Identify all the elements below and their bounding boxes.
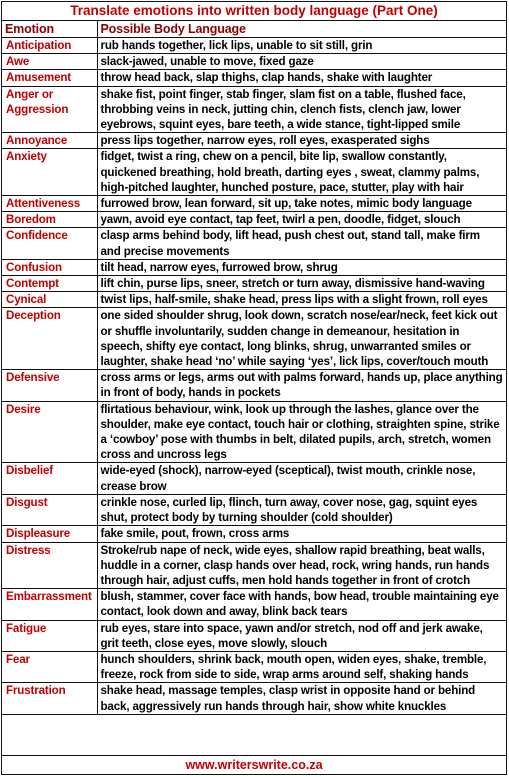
table-row (2, 212, 506, 228)
table-row (2, 526, 506, 542)
emotion-cell: Confidence (2, 228, 97, 259)
emotion-cell: Anxiety (2, 149, 97, 196)
emotion-cell: Disbelief (2, 463, 97, 494)
table-row (2, 308, 506, 370)
emotion-cell: Amusement (2, 70, 97, 86)
table-row (2, 589, 506, 620)
table-row (2, 463, 506, 494)
emotion-cell: Cynical (2, 292, 97, 308)
body-language-cell: cross arms or legs, arms out with palms forward, hands up, place anything in front of body, hands in pockets (97, 370, 506, 401)
emotion-cell: Distress (2, 542, 97, 589)
table-row (2, 401, 506, 463)
body-language-cell: flirtatious behaviour, wink, look up through the lashes, glance over the shoulder, make eye contact, touch hair or clothing, straighten spine, strike a ‘cowboy’ pose with thumbs in belt, dilated pupils, arch, stretch, women cross and uncross legs (97, 401, 506, 463)
body-language-cell: clasp arms behind body, lift head, push chest out, stand tall, make firm and precise movements (97, 228, 506, 259)
table-row (2, 38, 506, 54)
body-language-cell: tilt head, narrow eyes, furrowed brow, shrug (97, 259, 506, 275)
body-language-cell: yawn, avoid eye contact, tap feet, twirl a pen, doodle, fidget, slouch (97, 212, 506, 228)
table-row (2, 86, 506, 133)
emotion-cell: Desire (2, 401, 97, 463)
body-language-cell: lift chin, purse lips, sneer, stretch or turn away, dismissive hand-waving (97, 276, 506, 292)
emotion-column-header: Emotion (2, 21, 97, 38)
table-row (2, 70, 506, 86)
body-language-cell: one sided shoulder shrug, look down, scratch nose/ear/neck, feet kick out or shuffle involuntarily, sudden change in demeanour, hesitation in speech, shifty eye contact, long blinks, shrug, unwarranted smiles or laughter, shake head ‘no’ while saying ‘yes’, lick lips, cover/touch mouth (97, 308, 506, 370)
table-row (2, 228, 506, 259)
body-language-cell: fidget, twist a ring, chew on a pencil, bite lip, swallow constantly, quickened breathing, hold breath, darting eyes , sweat, clammy palms, high-pitched laughter, hunched posture, pace, stutter, play with hair (97, 149, 506, 196)
emotion-cell: Disgust (2, 494, 97, 525)
body-language-cell: blush, stammer, cover face with hands, bow head, trouble maintaining eye contact, look down and away, blink back tears (97, 589, 506, 620)
emotion-cell: Confusion (2, 259, 97, 275)
table-row (2, 370, 506, 401)
emotion-cell: Displeasure (2, 526, 97, 542)
body-language-cell: press lips together, narrow eyes, roll eyes, exasperated sighs (97, 133, 506, 149)
emotion-cell: Embarrassment (2, 589, 97, 620)
body-language-cell: wide-eyed (shock), narrow-eyed (sceptical), twist mouth, crinkle nose, crease brow (97, 463, 506, 494)
table-row (2, 259, 506, 275)
emotion-cell: Boredom (2, 212, 97, 228)
body-language-cell: slack-jawed, unable to move, fixed gaze (97, 54, 506, 70)
website-footer[interactable]: www.writerswrite.co.za (2, 755, 506, 774)
body-language-cell: Stroke/rub nape of neck, wide eyes, shallow rapid breathing, beat walls, huddle in a corner, clasp hands over head, rock, wring hands, run hands through hair, adjust cuffs, men hold hands together in front of crotch (97, 542, 506, 589)
emotion-cell: Awe (2, 54, 97, 70)
body-language-cell: rub hands together, lick lips, unable to sit still, grin (97, 38, 506, 54)
table-header-row (2, 21, 506, 38)
body-language-cell: twist lips, half-smile, shake head, press lips with a slight frown, roll eyes (97, 292, 506, 308)
table-row (2, 196, 506, 212)
emotion-cell: Deception (2, 308, 97, 370)
emotion-cell: Fear (2, 651, 97, 682)
body-language-cell: crinkle nose, curled lip, flinch, turn away, cover nose, gag, squint eyes shut, protect body by turning shoulder (cold shoulder) (97, 494, 506, 525)
emotion-chart (1, 1, 507, 775)
emotion-cell: Defensive (2, 370, 97, 401)
table-row (2, 276, 506, 292)
table-row (2, 542, 506, 589)
page-title: Translate emotions into written body language (Part One) (2, 2, 506, 21)
body-language-cell: hunch shoulders, shrink back, mouth open, widen eyes, shake, tremble, freeze, rock from side to side, wrap arms around self, shaking hands (97, 651, 506, 682)
body-language-cell: rub eyes, stare into space, yawn and/or stretch, nod off and jerk awake, grit teeth, close eyes, move slowly, slouch (97, 620, 506, 651)
emotion-cell: Frustration (2, 683, 97, 714)
body-language-cell: shake fist, point finger, stab finger, slam fist on a table, flushed face, throbbing veins in neck, jutting chin, clench fists, clench jaw, lower eyebrows, squint eyes, bare teeth, a wide stance, tight-lipped smile (97, 86, 506, 133)
table-row (2, 620, 506, 651)
body-language-cell: throw head back, slap thighs, clap hands, shake with laughter (97, 70, 506, 86)
body-language-cell: furrowed brow, lean forward, sit up, take notes, mimic body language (97, 196, 506, 212)
emotion-cell: Annoyance (2, 133, 97, 149)
emotion-cell: Contempt (2, 276, 97, 292)
emotion-cell: Attentiveness (2, 196, 97, 212)
body-language-cell: shake head, massage temples, clasp wrist in opposite hand or behind back, aggressively run hands through hair, show white knuckles (97, 683, 506, 714)
table-row (2, 292, 506, 308)
emotion-cell: Anticipation (2, 38, 97, 54)
table-row (2, 149, 506, 196)
table-row (2, 54, 506, 70)
table-row (2, 683, 506, 714)
body-language-column-header: Possible Body Language (97, 21, 506, 38)
table-row (2, 651, 506, 682)
body-language-cell: fake smile, pout, frown, cross arms (97, 526, 506, 542)
emotion-cell: Anger or Aggression (2, 86, 97, 133)
table-body (2, 38, 506, 715)
emotion-cell: Fatigue (2, 620, 97, 651)
table-row (2, 133, 506, 149)
table-row (2, 494, 506, 525)
emotion-table (2, 21, 506, 715)
